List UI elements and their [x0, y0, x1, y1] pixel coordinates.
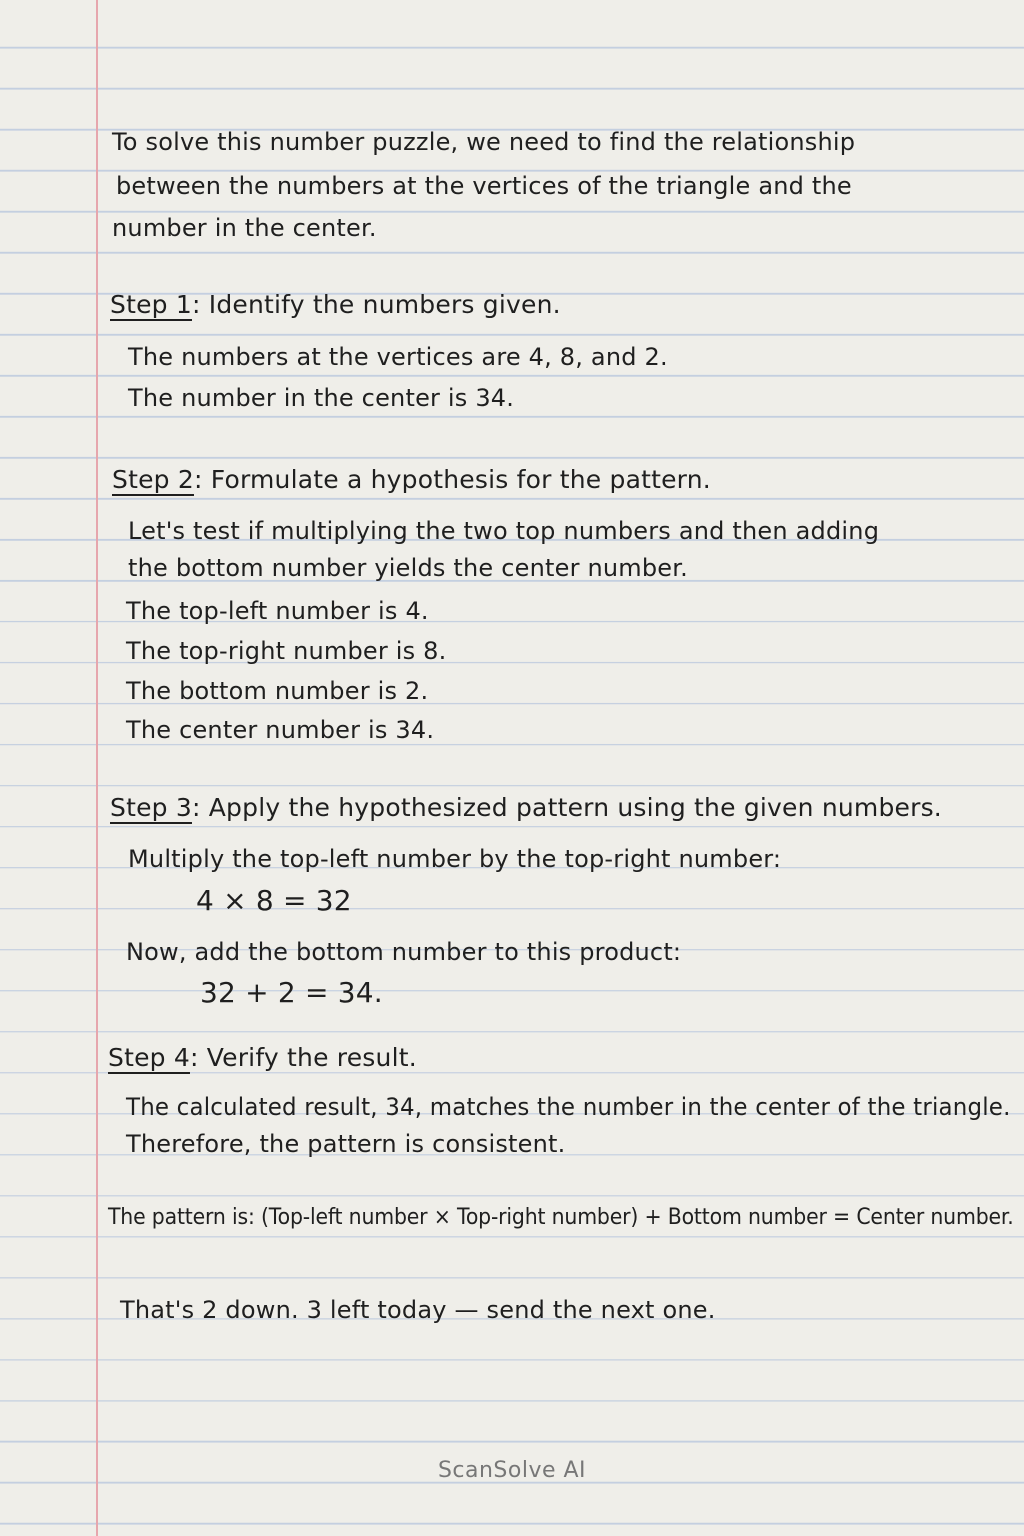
step2-line-2: the bottom number yields the center number.	[128, 554, 688, 582]
pattern-summary: The pattern is: (Top-left number × Top-right number) + Bottom number = Center number.	[108, 1205, 1014, 1230]
step3-heading	[110, 793, 942, 822]
step1-line-1: The numbers at the vertices are 4, 8, and 2.	[128, 343, 668, 371]
step3-label: Step 3	[110, 793, 192, 822]
step2-line-1: Let's test if multiplying the two top numbers and then adding	[128, 517, 880, 545]
step3-line-1: Multiply the top-left number by the top-right number:	[128, 845, 782, 873]
margin-line	[96, 0, 98, 1536]
intro-line-1: To solve this number puzzle, we need to find the relationship	[112, 128, 856, 156]
step4-heading	[108, 1043, 417, 1072]
step2-label: Step 2	[112, 465, 194, 494]
step3-equation-1: 4 × 8 = 32	[196, 884, 352, 917]
footer-brand: ScanSolve AI	[437, 1458, 587, 1483]
step2-title: : Formulate a hypothesis for the pattern.	[193, 465, 711, 494]
intro-line-3: number in the center.	[112, 214, 377, 242]
step2-heading	[112, 465, 711, 494]
step4-line-2: Therefore, the pattern is consistent.	[126, 1130, 566, 1158]
step4-label: Step 4	[108, 1043, 190, 1072]
step1-label: Step 1	[110, 290, 192, 319]
step3-line-2: Now, add the bottom number to this product:	[126, 938, 682, 966]
step4-line-1: The calculated result, 34, matches the number in the center of the triangle.	[126, 1093, 1011, 1121]
step2-line-5: The bottom number is 2.	[126, 677, 429, 705]
step2-line-3: The top-left number is 4.	[126, 597, 429, 625]
step1-heading	[110, 290, 561, 319]
step1-title: : Identify the numbers given.	[191, 290, 561, 319]
step2-line-4: The top-right number is 8.	[126, 637, 447, 665]
step1-line-2: The number in the center is 34.	[128, 384, 515, 412]
closing-line: That's 2 down. 3 left today — send the next one.	[120, 1296, 716, 1324]
step3-equation-2: 32 + 2 = 34.	[200, 976, 383, 1009]
step3-title: : Apply the hypothesized pattern using the given numbers.	[191, 793, 942, 822]
intro-line-2: between the numbers at the vertices of the triangle and the	[116, 172, 852, 200]
step4-title: : Verify the result.	[189, 1043, 417, 1072]
step2-line-6: The center number is 34.	[126, 716, 435, 744]
